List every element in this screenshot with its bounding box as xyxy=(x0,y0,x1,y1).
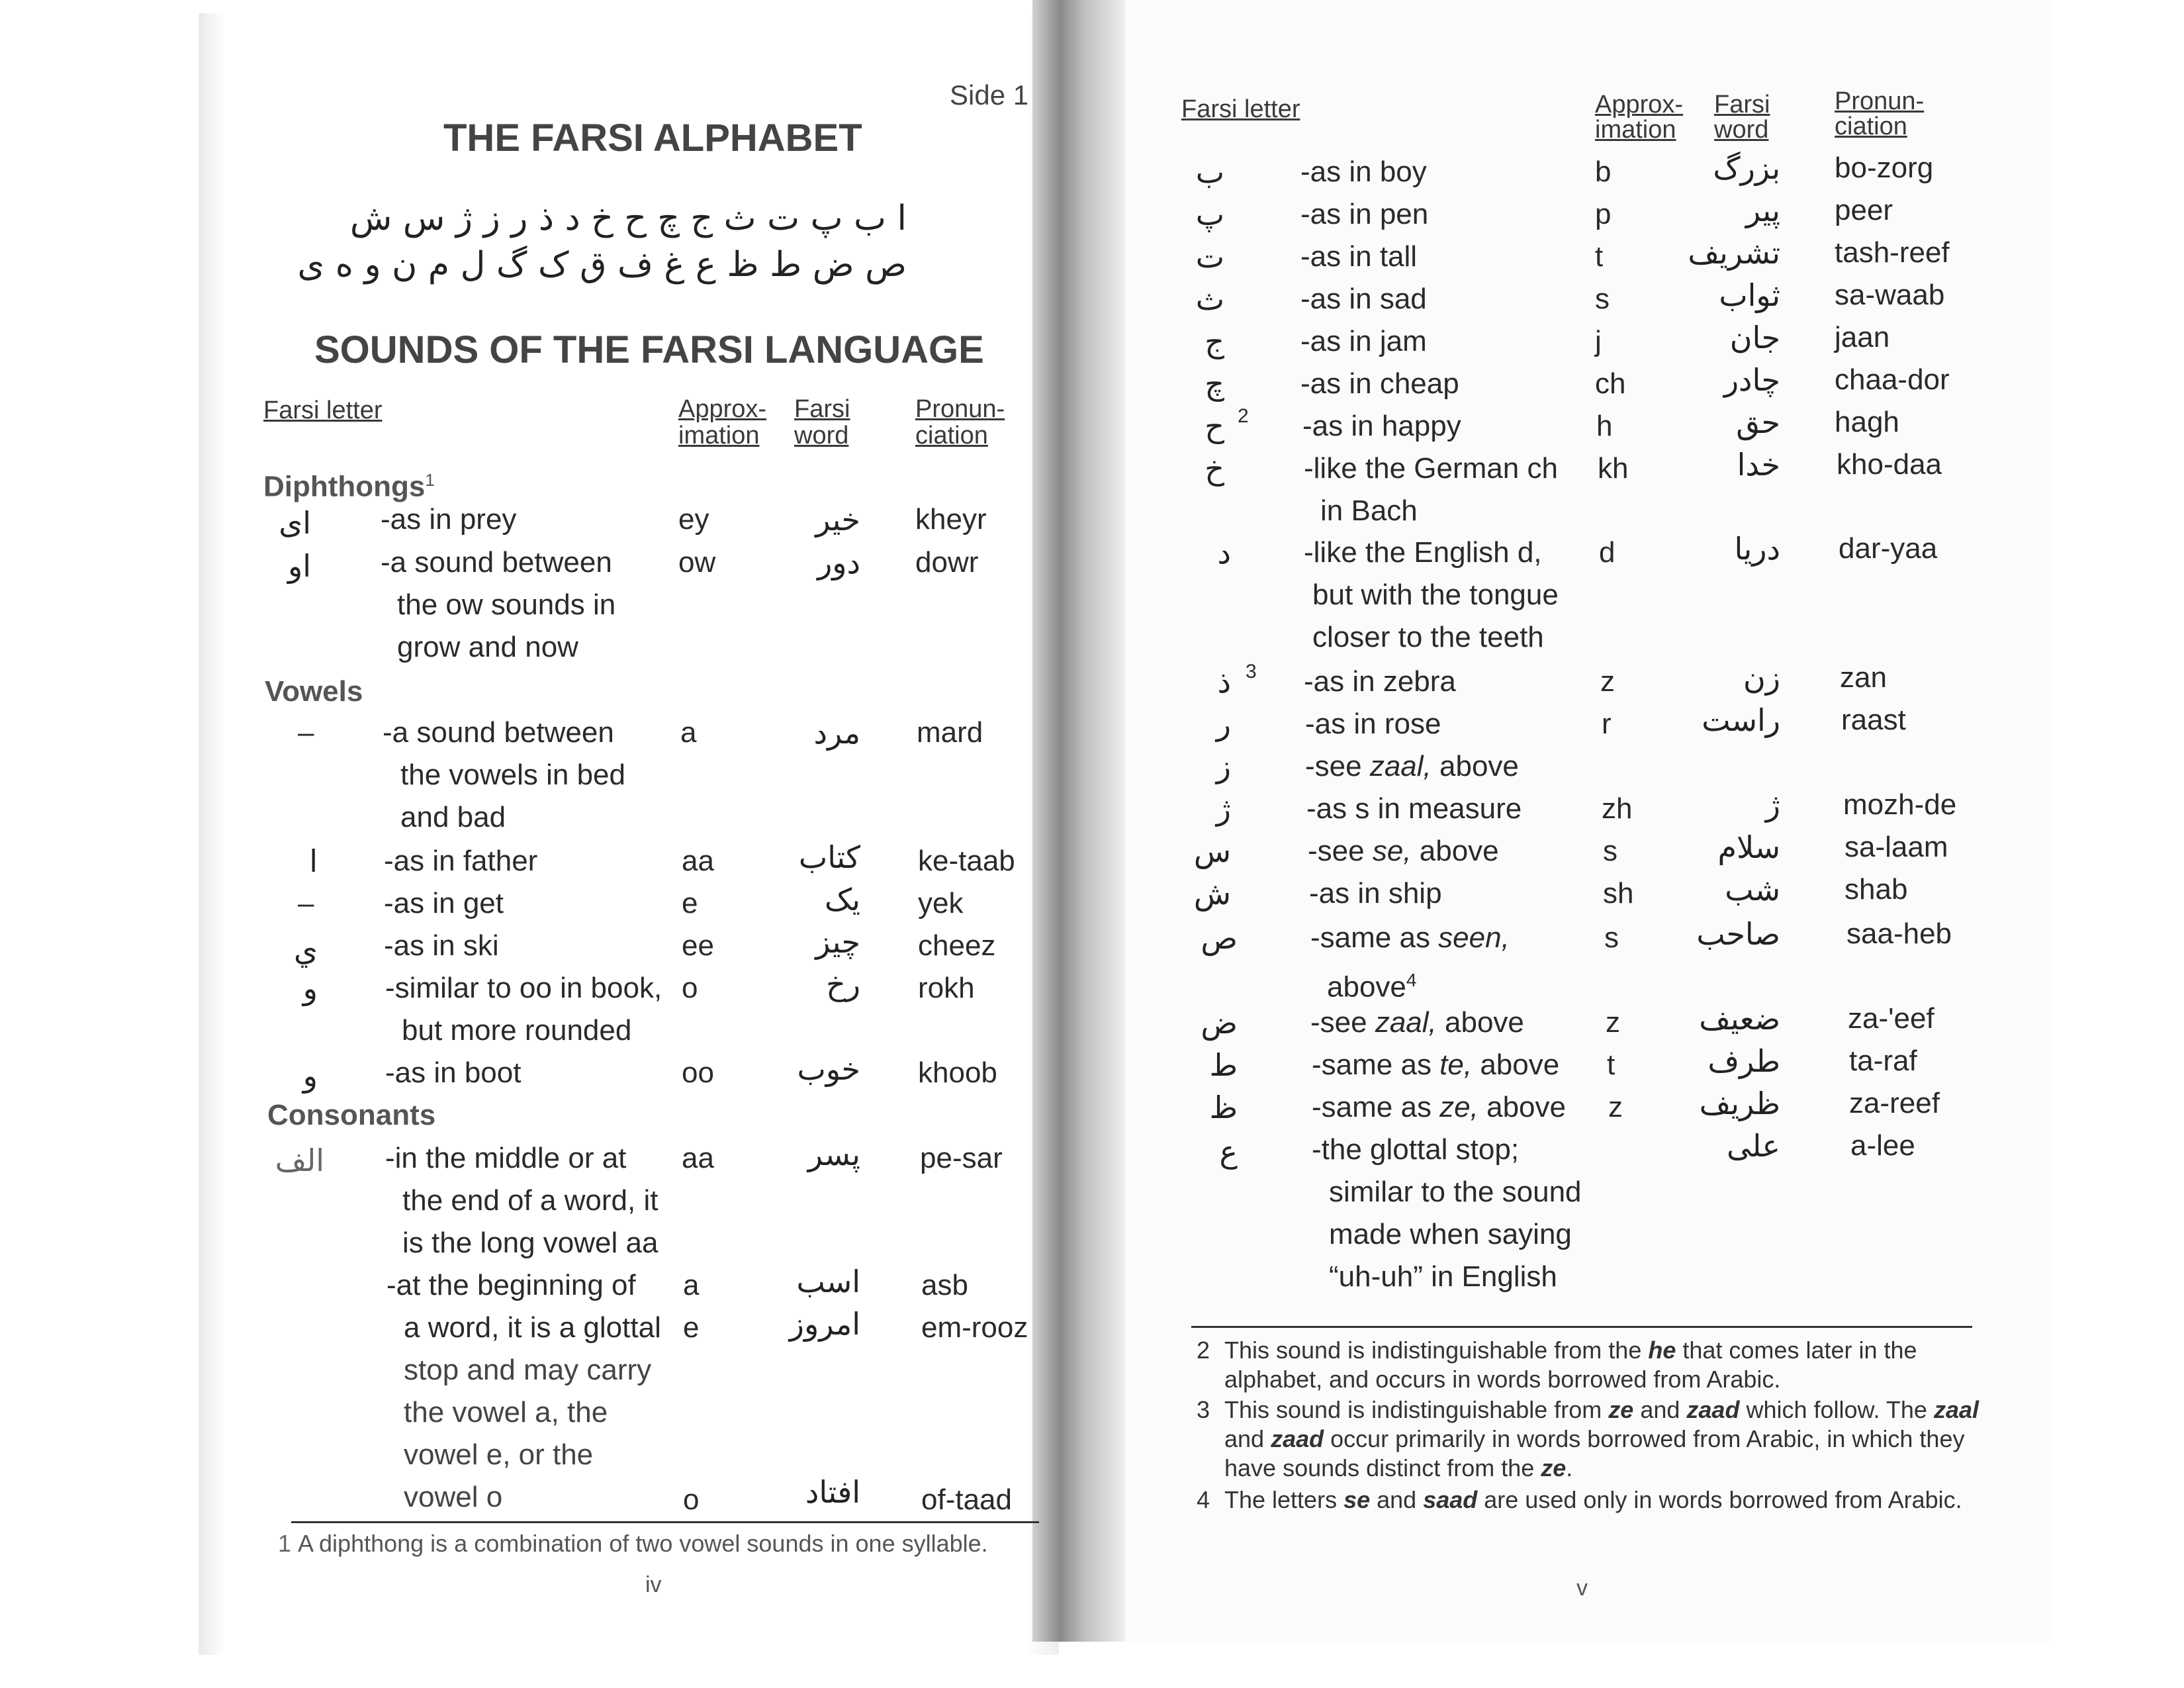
footnote-2: This sound is indistinguishable from the he that comes later in the alphabet, and occurs in words borrowed from Arabic. xyxy=(1224,1336,1917,1393)
pronunciation: kho-daa xyxy=(1837,448,1942,481)
approx: s xyxy=(1604,921,1619,954)
desc: -as in zebra xyxy=(1304,665,1456,698)
desc: -at the beginning of xyxy=(387,1269,636,1301)
header-approx-1: Approx- xyxy=(1595,91,1684,118)
section-consonants: Consonants xyxy=(267,1099,436,1131)
page-number-left: iv xyxy=(645,1572,662,1597)
desc: -same as te, above xyxy=(1312,1049,1560,1081)
pronunciation: khoob xyxy=(918,1056,997,1089)
desc: -as in boot xyxy=(385,1056,522,1089)
letter: د xyxy=(1217,535,1231,571)
pronunciation: em-rooz xyxy=(921,1311,1028,1344)
approx: z xyxy=(1606,1006,1620,1039)
approx: a xyxy=(683,1269,700,1301)
letter: ظ xyxy=(1209,1090,1238,1125)
approx: aa xyxy=(682,1142,714,1174)
footnote-2-number: 2 xyxy=(1197,1336,1210,1364)
desc: -in the middle or at xyxy=(385,1142,627,1174)
farsi-word: جان xyxy=(1729,320,1780,355)
farsi-word: خدا xyxy=(1737,447,1780,483)
pronunciation: tash-reef xyxy=(1835,236,1950,269)
side-label: Side 1 xyxy=(950,79,1029,111)
letter: ا xyxy=(309,843,318,879)
letter: ز xyxy=(1216,749,1231,784)
approx: z xyxy=(1600,665,1615,698)
desc: -a sound between xyxy=(383,716,614,749)
letter: ت xyxy=(1195,239,1224,275)
farsi-word: خیر xyxy=(815,502,860,538)
desc: -see zaal, above xyxy=(1305,750,1519,782)
pronunciation: shab xyxy=(1844,873,1908,906)
desc: -as in father xyxy=(384,845,538,877)
approx: oo xyxy=(682,1056,714,1089)
approx: aa xyxy=(682,845,714,877)
footnote-ref: 3 xyxy=(1246,661,1257,682)
approx: s xyxy=(1603,835,1617,867)
letter: ص xyxy=(1201,920,1238,956)
desc: -as in tall xyxy=(1300,240,1418,273)
desc: similar to the sound xyxy=(1329,1176,1582,1208)
header-pron-1: Pronun- xyxy=(915,395,1005,423)
desc: made when saying xyxy=(1329,1218,1572,1250)
approx: h xyxy=(1596,410,1613,442)
pronunciation: of-taad xyxy=(921,1483,1012,1516)
header-approx-2: imation xyxy=(1595,116,1676,144)
pronunciation: ta-raf xyxy=(1849,1045,1917,1077)
letter: و xyxy=(302,970,318,1006)
letter: او xyxy=(288,548,311,584)
letter: – xyxy=(298,887,314,919)
desc: -as in ship xyxy=(1309,877,1442,910)
header-approx-1: Approx- xyxy=(678,395,767,423)
pronunciation: mard xyxy=(917,716,983,749)
approx: s xyxy=(1595,283,1610,315)
pronunciation: yek xyxy=(918,887,964,919)
desc: the end of a word, it xyxy=(402,1184,659,1217)
farsi-word: افتاد xyxy=(805,1474,860,1510)
desc: -as in sad xyxy=(1300,283,1427,315)
farsi-word: صاحب xyxy=(1696,916,1780,952)
desc: -as in prey xyxy=(381,503,517,536)
desc: -as s in measure xyxy=(1306,792,1522,825)
section-subtitle: SOUNDS OF THE FARSI LANGUAGE xyxy=(314,328,984,371)
desc: closer to the teeth xyxy=(1312,621,1544,653)
approx: r xyxy=(1602,708,1612,740)
farsi-word: کتاب xyxy=(798,839,860,875)
farsi-word: رخ xyxy=(826,966,860,1002)
pronunciation: peer xyxy=(1835,194,1893,226)
desc: -the glottal stop; xyxy=(1312,1133,1520,1166)
farsi-word: ظریف xyxy=(1699,1086,1780,1121)
header-pron-2: ciation xyxy=(915,422,988,449)
letter: ذ xyxy=(1217,664,1231,700)
desc: -similar to oo in book, xyxy=(385,972,662,1004)
letter: ث xyxy=(1195,281,1224,317)
desc: -a sound between xyxy=(381,546,612,579)
pronunciation: sa-laam xyxy=(1844,831,1948,863)
footnote-4-number: 4 xyxy=(1197,1486,1210,1513)
header-farsi-letter: Farsi letter xyxy=(263,397,383,424)
footnote-4: The letters se and saad are used only in words borrowed from Arabic. xyxy=(1224,1486,1962,1513)
farsi-word: اسب xyxy=(796,1264,860,1299)
pronunciation: chaa-dor xyxy=(1835,363,1950,396)
letter: ع xyxy=(1219,1134,1238,1170)
desc: the vowel a, the xyxy=(404,1396,608,1429)
pronunciation: raast xyxy=(1841,704,1906,736)
desc: -as in rose xyxy=(1305,708,1441,740)
header-approx-2: imation xyxy=(678,422,760,449)
approx: e xyxy=(682,887,698,919)
footnote-1: A diphthong is a combination of two vowel sounds in one syllable. xyxy=(298,1530,988,1557)
farsi-word: ضعیف xyxy=(1699,1001,1780,1037)
section-vowels: Vowels xyxy=(265,675,363,708)
farsi-word: تشریف xyxy=(1688,235,1780,271)
farsi-word: امروز xyxy=(789,1306,860,1342)
farsi-word: شب xyxy=(1725,872,1780,908)
desc: -as in get xyxy=(384,887,504,919)
pronunciation: dowr xyxy=(915,546,979,579)
alphabet-line-2: ص ض ط ظ ع غ ف ق ک گ ل م ن و ه ی xyxy=(297,245,907,285)
footnote-rule xyxy=(1191,1326,1972,1328)
desc: vowel o xyxy=(404,1481,503,1513)
approx: ey xyxy=(678,503,709,536)
desc: -same as seen, xyxy=(1310,921,1510,954)
farsi-word: سلام xyxy=(1717,829,1780,865)
header-word-1: Farsi xyxy=(794,395,850,423)
approx: kh xyxy=(1598,452,1629,485)
header-word-2: word xyxy=(794,422,849,449)
farsi-word: چیز xyxy=(815,924,860,960)
book-gutter xyxy=(1032,0,1125,1642)
pronunciation: rokh xyxy=(918,972,975,1004)
letter: الف xyxy=(275,1143,324,1178)
approx: z xyxy=(1608,1091,1623,1123)
pronunciation: bo-zorg xyxy=(1835,152,1934,184)
pronunciation: dar-yaa xyxy=(1839,532,1938,565)
approx: a xyxy=(680,716,697,749)
pronunciation: pe-sar xyxy=(920,1142,1003,1174)
approx: t xyxy=(1607,1049,1615,1081)
approx: ow xyxy=(678,546,716,579)
farsi-word: خوب xyxy=(797,1051,860,1087)
header-word-2: word xyxy=(1714,116,1769,144)
letter: خ xyxy=(1205,451,1224,487)
desc: but more rounded xyxy=(402,1014,632,1047)
pronunciation: jaan xyxy=(1835,321,1890,353)
pronunciation: mozh-de xyxy=(1843,788,1957,821)
farsi-word: ثواب xyxy=(1719,277,1780,313)
letter: س xyxy=(1193,833,1231,869)
pronunciation: hagh xyxy=(1835,406,1899,438)
desc: “uh-uh” in English xyxy=(1329,1260,1557,1293)
farsi-word: دور xyxy=(817,545,860,581)
desc: above$^4$ xyxy=(1327,970,1417,1004)
farsi-word: راست xyxy=(1702,702,1780,738)
farsi-word: مرد xyxy=(813,715,860,751)
desc: the vowels in bed xyxy=(400,759,625,791)
letter: ش xyxy=(1193,876,1231,912)
approx: sh xyxy=(1603,877,1634,910)
letter: ای xyxy=(279,505,311,541)
desc: but with the tongue xyxy=(1312,579,1559,611)
pronunciation: saa-heb xyxy=(1846,917,1952,950)
desc: -see zaal, above xyxy=(1310,1006,1524,1039)
farsi-word: چادر xyxy=(1723,362,1780,398)
desc: -as in pen xyxy=(1300,198,1429,230)
letter: ب xyxy=(1195,154,1224,190)
farsi-word: پیر xyxy=(1745,193,1780,228)
pronunciation: cheez xyxy=(918,929,996,962)
letter: و xyxy=(302,1058,318,1094)
farsi-word: علی xyxy=(1726,1128,1780,1164)
desc: -as in jam xyxy=(1300,325,1427,357)
approx: d xyxy=(1599,536,1615,569)
approx: o xyxy=(682,972,698,1004)
alphabet-line-1: ا ب پ ت ث ج چ ح خ د ذ ر ز ژ س ش xyxy=(349,199,907,238)
approx: t xyxy=(1595,240,1604,273)
desc: is the long vowel aa xyxy=(402,1227,659,1259)
footnote-3-number: 3 xyxy=(1197,1396,1210,1423)
desc: stop and may carry xyxy=(404,1354,652,1386)
desc: -as in boy xyxy=(1300,156,1427,188)
pronunciation: a-lee xyxy=(1850,1129,1915,1162)
farsi-word: یک xyxy=(825,882,860,917)
page-number-right: v xyxy=(1576,1575,1588,1601)
footnote-3: This sound is indistinguishable from ze and zaad which follow. The zaal and zaad occur primarily in words borrowed from Arabic, in which they have sounds distinct from the ze. xyxy=(1224,1396,1979,1481)
desc: and bad xyxy=(400,801,506,833)
pronunciation: sa-waab xyxy=(1835,279,1945,311)
desc: vowel e, or the xyxy=(404,1438,594,1471)
letter: ژ xyxy=(1216,791,1231,827)
header-pron-1: Pronun- xyxy=(1835,87,1925,115)
header-farsi-letter: Farsi letter xyxy=(1181,95,1300,123)
pronunciation: zan xyxy=(1840,661,1887,694)
desc: -see se, above xyxy=(1308,835,1499,867)
desc: -like the German ch xyxy=(1304,452,1558,485)
approx: zh xyxy=(1602,792,1633,825)
letter: چ xyxy=(1205,366,1224,402)
farsi-word: زن xyxy=(1743,660,1780,696)
letter: ر xyxy=(1216,706,1231,742)
desc: a word, it is a glottal xyxy=(404,1311,661,1344)
farsi-word: پسر xyxy=(807,1137,860,1172)
letter: – xyxy=(298,716,314,749)
desc: -as in happy xyxy=(1302,410,1461,442)
approx: j xyxy=(1595,325,1602,357)
footnote-rule xyxy=(291,1521,1039,1523)
farsi-word: بزرگ xyxy=(1713,150,1780,186)
desc: -same as ze, above xyxy=(1312,1091,1566,1123)
desc: grow and now xyxy=(397,631,578,663)
approx: ee xyxy=(682,929,714,962)
farsi-word: طرف xyxy=(1707,1043,1780,1079)
desc: -as in ski xyxy=(384,929,499,962)
letter: پ xyxy=(1195,197,1224,232)
letter: ض xyxy=(1201,1005,1238,1041)
letter: ح xyxy=(1205,408,1224,444)
approx: ch xyxy=(1595,367,1626,400)
pronunciation: asb xyxy=(921,1269,968,1301)
desc: in Bach xyxy=(1320,494,1418,527)
header-word-1: Farsi xyxy=(1714,91,1770,118)
farsi-word: ژ xyxy=(1765,787,1780,823)
approx: p xyxy=(1595,198,1612,230)
pronunciation: za-reef xyxy=(1849,1087,1940,1119)
approx: b xyxy=(1595,156,1612,188)
section-diphthongs: Diphthongs$^1$ xyxy=(263,470,435,503)
header-pron-2: ciation xyxy=(1835,113,1907,140)
pronunciation: kheyr xyxy=(915,503,987,536)
approx: e xyxy=(683,1311,700,1344)
letter: ط xyxy=(1209,1047,1238,1083)
farsi-word: دریا xyxy=(1734,531,1780,567)
desc: -like the English d, xyxy=(1304,536,1542,569)
letter: ي xyxy=(293,932,318,968)
letter: ج xyxy=(1205,324,1224,359)
desc: -as in cheap xyxy=(1300,367,1459,400)
footnote-1-number: 1 xyxy=(278,1530,292,1557)
pronunciation: za-'eef xyxy=(1848,1002,1934,1035)
approx: o xyxy=(683,1483,700,1516)
desc: the ow sounds in xyxy=(397,588,616,621)
pronunciation: ke-taab xyxy=(918,845,1015,877)
farsi-word: حق xyxy=(1736,404,1780,440)
page-title: THE FARSI ALPHABET xyxy=(443,117,862,160)
footnote-ref: 2 xyxy=(1238,405,1249,427)
